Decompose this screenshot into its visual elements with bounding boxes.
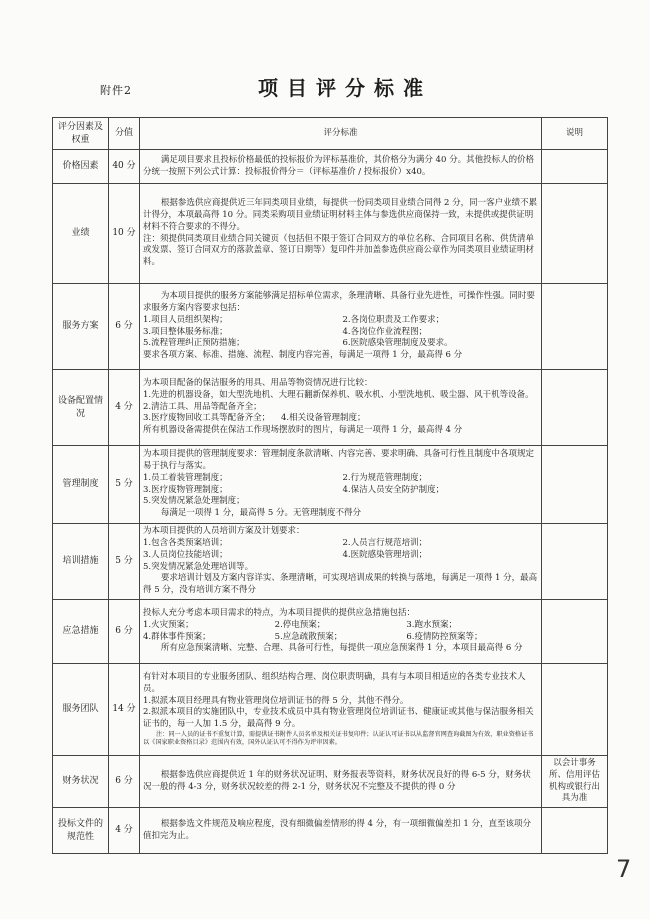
table-row — [53, 370, 608, 446]
table-row — [53, 284, 608, 370]
row-note — [542, 524, 608, 600]
row-note — [542, 284, 608, 370]
criteria-item: 3.项目整体服务标准； — [143, 326, 228, 337]
row-score: 5 分 — [109, 524, 140, 600]
row-note — [542, 600, 608, 664]
row-criteria — [140, 756, 542, 808]
criteria-line: 根据参选供应商提供近三年同类项目业绩，每提供一份同类项目业绩合同得 2 分，同一客户业绩不累计得分，本项最高得 10 分。同类采购项目业绩证明材料主体与参选供应商保持一致，未提供或提供证明材料不符合要求的不得分。 — [143, 198, 538, 232]
criteria-item: 5.流程管理纠正预防措施； — [143, 338, 245, 349]
criteria-item: 2.停电预案； — [274, 619, 326, 630]
criteria-item: 3.跑水预案； — [406, 619, 457, 630]
header-criteria: 评分标准 — [140, 118, 542, 150]
criteria-outro: 要求各项方案、标准、措施、流程、制度内容完善，每满足一项得 1 分，最高得 6 分 — [143, 349, 463, 360]
criteria-line — [143, 402, 538, 414]
row-criteria — [140, 664, 542, 756]
criteria-item: 4.保洁人员安全防护制度； — [342, 484, 445, 495]
criteria-line: 为本项目配备的保洁服务的用具、用品等物资情况进行比较： — [143, 378, 373, 389]
criteria-outro: 所有应急预案清晰、完整、合理、具备可行性，每提供一项应急预案得 1 分，本项目最高得 6 分 — [160, 643, 523, 654]
criteria-line: 根据参选供应商提供近 1 年的财务状况证明、财务报表等资料，财务状况良好的得 6-5 分，财务状况一般的得 4-3 分，财务状况较差的得 2-1 分，财务状况不完整及不提供的得 0 分 — [143, 769, 531, 792]
criteria-line: 1.先进的机器设备，如大型洗地机、大理石翻新保养机、吸水机、小型洗地机、吸尘器、风干机等设备。 — [143, 389, 534, 400]
criteria-line: 2.拟派本项目的实施团队中，专业技术成员中具有物业管理岗位培训证书、健康证或其他与保洁服务相关证书的，每一人加 1.5 分，最高得 9 分。 — [143, 707, 534, 730]
row-score: 6 分 — [109, 284, 140, 370]
criteria-line: 所有机器设备需提供在保洁工作现场摆放时的图片，每满足一项得 1 分，最高得 4 分 — [143, 425, 463, 436]
criteria-item: 4.各岗位作业流程图； — [342, 326, 428, 337]
criteria-item: 5.突发情况紧急处理培训等。 — [143, 561, 254, 572]
criteria-item: 1.火灾预案； — [143, 619, 194, 630]
criteria-item: 2.人员言行规范培训； — [342, 538, 428, 549]
row-factor: 服务方案 — [53, 284, 109, 370]
table-row — [53, 524, 608, 600]
criteria-intro: 为本项目提供的服务方案能够满足招标单位需求，条理清晰、具备行业先进性，可操作性强。同时要求服务方案内容要求包括： — [143, 291, 535, 314]
criteria-line: 根据参选文件规范及响应程度，没有细微偏差情形的得 4 分，有一项细微偏差扣 1 分，直至该项分值扣完为止。 — [143, 818, 531, 841]
row-note — [542, 184, 608, 284]
criteria-item: 6.疫情防控预案等； — [406, 631, 483, 642]
row-score: 14 分 — [109, 664, 140, 756]
criteria-item: 6.医院感染管理制度及要求。 — [342, 338, 453, 349]
row-score: 6 分 — [109, 756, 140, 808]
criteria-item: 3.医疗废物管理制度； — [143, 484, 228, 495]
row-score: 4 分 — [109, 808, 140, 854]
table-row — [53, 808, 608, 854]
criteria-line: 注：须提供同类项目业绩合同关键页（包括但不限于签订合同双方的单位名称、合同项目名称、供货清单或发票、签订合同双方的落款盖章、签订日期等）复印件并加盖参选供应商公章作为同类项目业绩证明材料。 — [143, 233, 535, 267]
criteria-item: 3.人员岗位技能培训； — [143, 549, 228, 560]
header-note: 说明 — [542, 118, 608, 150]
page-title: 项目评分标准 — [258, 76, 432, 100]
row-factor: 管理制度 — [53, 446, 109, 524]
criteria-line: 有针对本项目的专业服务团队、组织结构合理、岗位职责明确，具有与本项目相适应的各类专业技术人员。 — [143, 672, 526, 694]
row-note — [542, 370, 608, 446]
table-row — [53, 150, 608, 184]
header-factor: 评分因素及权重 — [53, 118, 109, 150]
row-score: 5 分 — [109, 446, 140, 524]
row-note — [542, 808, 608, 854]
criteria-items — [143, 315, 538, 350]
criteria-item: 3.医疗废物回收工具等配备齐全； — [143, 413, 271, 424]
row-criteria — [140, 446, 542, 524]
criteria-footnote: 注：同一人员的证书不重复计算，需提供证书附件人员名单及相关证书复印件；认证认可证书以从监督官网查询截图为有效，职业资格证书以《国家职业资格目录》范围内有效，国外认证认可不得作为评审因素。 — [143, 730, 534, 746]
row-criteria — [140, 184, 542, 284]
row-criteria — [140, 150, 542, 184]
row-criteria — [140, 370, 542, 446]
criteria-intro: 为本项目提供的人员培训方案及计划要求： — [143, 526, 305, 537]
row-factor: 应急措施 — [53, 600, 109, 664]
criteria-item: 2.清洁工具、用品等配备齐全； — [143, 401, 262, 412]
attachment-label: 附件2 — [100, 84, 132, 97]
criteria-intro: 投标人充分考虑本项目需求的特点，为本项目提供的提供应急措施包括： — [143, 608, 416, 619]
table-row — [53, 446, 608, 524]
table-row — [53, 184, 608, 284]
criteria-items — [143, 538, 538, 561]
row-factor: 价格因素 — [53, 150, 109, 184]
row-factor: 业绩 — [53, 184, 109, 284]
table-row — [53, 756, 608, 808]
criteria-line: 满足项目要求且投标价格最低的投标报价为评标基准价，其价格分为满分 40 分。其他投标人的价格分统一按照下列公式计算：投标报价得分＝（评标基准价 / 投标报价）x40。 — [143, 154, 535, 177]
criteria-items — [143, 620, 538, 643]
criteria-item: 4.医院感染管理培训； — [342, 549, 428, 560]
row-note: 以会计事务所、信用评估机构或银行出具为准 — [542, 756, 608, 808]
page-number: 7 — [616, 855, 632, 883]
row-score: 40 分 — [109, 150, 140, 184]
criteria-line — [143, 413, 538, 425]
row-criteria — [140, 600, 542, 664]
criteria-intro: 为本项目提供的管理制度要求：管理制度条款清晰、内容完善、要求明确、具备可行性且制度中各项规定易于执行与落实。 — [143, 449, 535, 472]
criteria-item: 5.应急疏散预案； — [274, 631, 343, 642]
header-score: 分值 — [109, 118, 140, 150]
row-factor: 培训措施 — [53, 524, 109, 600]
criteria-item: 1.员工着装管理制度； — [143, 472, 228, 483]
criteria-item: 4.群体事件预案； — [143, 631, 211, 642]
table-row — [53, 664, 608, 756]
criteria-outro: 要求培训计划及方案内容详实、条理清晰，可实现培训成果的转换与落地，每满足一项得 1 分，最高得 5 分，没有培训方案不得分 — [143, 573, 538, 595]
row-score: 4 分 — [109, 370, 140, 446]
criteria-line: 1.拟派本项目经理具有物业管理岗位培训证书的得 5 分，其他不得分。 — [143, 695, 409, 706]
criteria-item: 1.项目人员组织架构； — [143, 314, 228, 325]
scoring-table — [52, 117, 608, 854]
row-factor: 财务状况 — [53, 756, 109, 808]
row-factor: 投标文件的规范性 — [53, 808, 109, 854]
row-note — [542, 150, 608, 184]
row-factor: 设备配置情况 — [53, 370, 109, 446]
criteria-item: 2.行为规范管理制度； — [342, 472, 428, 483]
row-note — [542, 446, 608, 524]
row-criteria — [140, 808, 542, 854]
criteria-item: 5.突发情况紧急处理制度； — [143, 496, 245, 507]
criteria-item: 4.相关设备管理制度； — [280, 413, 366, 424]
row-note — [542, 664, 608, 756]
row-score: 10 分 — [109, 184, 140, 284]
criteria-items — [143, 473, 538, 496]
row-score: 6 分 — [109, 600, 140, 664]
table-row — [53, 600, 608, 664]
table-header-row — [53, 118, 608, 150]
row-factor: 服务团队 — [53, 664, 109, 756]
criteria-outro: 每满足一项得 1 分，最高得 5 分。无管理制度不得分 — [160, 507, 361, 518]
criteria-item: 1.包含各类预案培训； — [143, 538, 228, 549]
row-criteria — [140, 524, 542, 600]
criteria-item: 2.各岗位职责及工作要求； — [342, 314, 445, 325]
row-criteria — [140, 284, 542, 370]
